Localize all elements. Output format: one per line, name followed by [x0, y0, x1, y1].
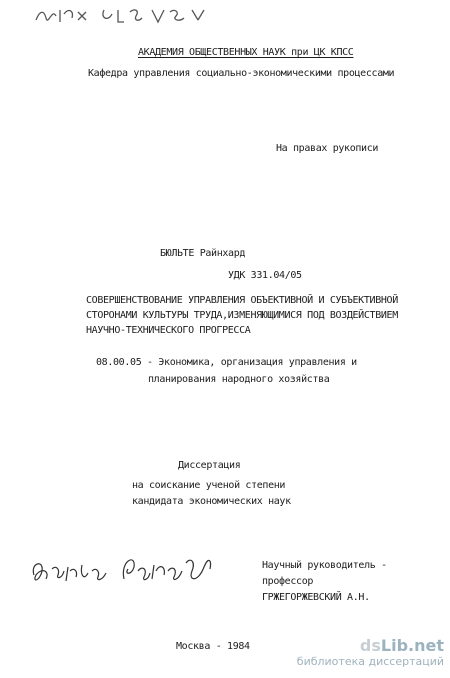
specialty-line-2: планирования народного хозяйства	[148, 374, 330, 385]
supervisor-line-1: Научный руководитель -	[262, 560, 387, 571]
supervisor-line-2: профессор	[262, 576, 314, 587]
handwritten-archive-note	[34, 4, 224, 26]
department-name: Кафедра управления социально-экономическими процессами	[88, 68, 395, 79]
title-line-3: НАУЧНО-ТЕХНИЧЕСКОГО ПРОГРЕССА	[86, 325, 251, 336]
dissertation-line-2: кандидата экономических наук	[132, 496, 291, 507]
dissertation-label: Диссертация	[178, 460, 241, 471]
rights-note: На правах рукописи	[276, 143, 379, 154]
dissertation-line-1: на соискание ученой степени	[132, 480, 286, 491]
watermark-subtitle: библиотека диссертаций	[296, 655, 444, 668]
watermark-ds: ds	[359, 636, 381, 655]
author-name: БЮЛЬТЕ Райнхард	[160, 248, 246, 259]
dslib-watermark	[297, 637, 444, 668]
watermark-name: Lib.net	[380, 636, 444, 655]
title-line-2: СТОРОНАМИ КУЛЬТУРЫ ТРУДА,ИЗМЕНЯЮЩИМИСЯ ПОД ВОЗДЕЙСТВИЕМ	[86, 310, 398, 321]
author-signature	[28, 541, 218, 601]
udk-code: УДК 331.04/05	[228, 270, 302, 281]
specialty-line-1: 08.00.05 - Экономика, организация управления и	[96, 357, 357, 368]
supervisor-line-3: ГРЖЕГОРЖЕВСКИЙ А.Н.	[262, 592, 370, 603]
city-year: Москва - 1984	[176, 641, 250, 652]
title-line-1: СОВЕРШЕНСТВОВАНИЕ УПРАВЛЕНИЯ ОБЪЕКТИВНОЙ И СУБЪЕКТИВНОЙ	[86, 295, 398, 306]
academy-name: АКАДЕМИЯ ОБЩЕСТВЕННЫХ НАУК при ЦК КПСС	[138, 47, 354, 58]
